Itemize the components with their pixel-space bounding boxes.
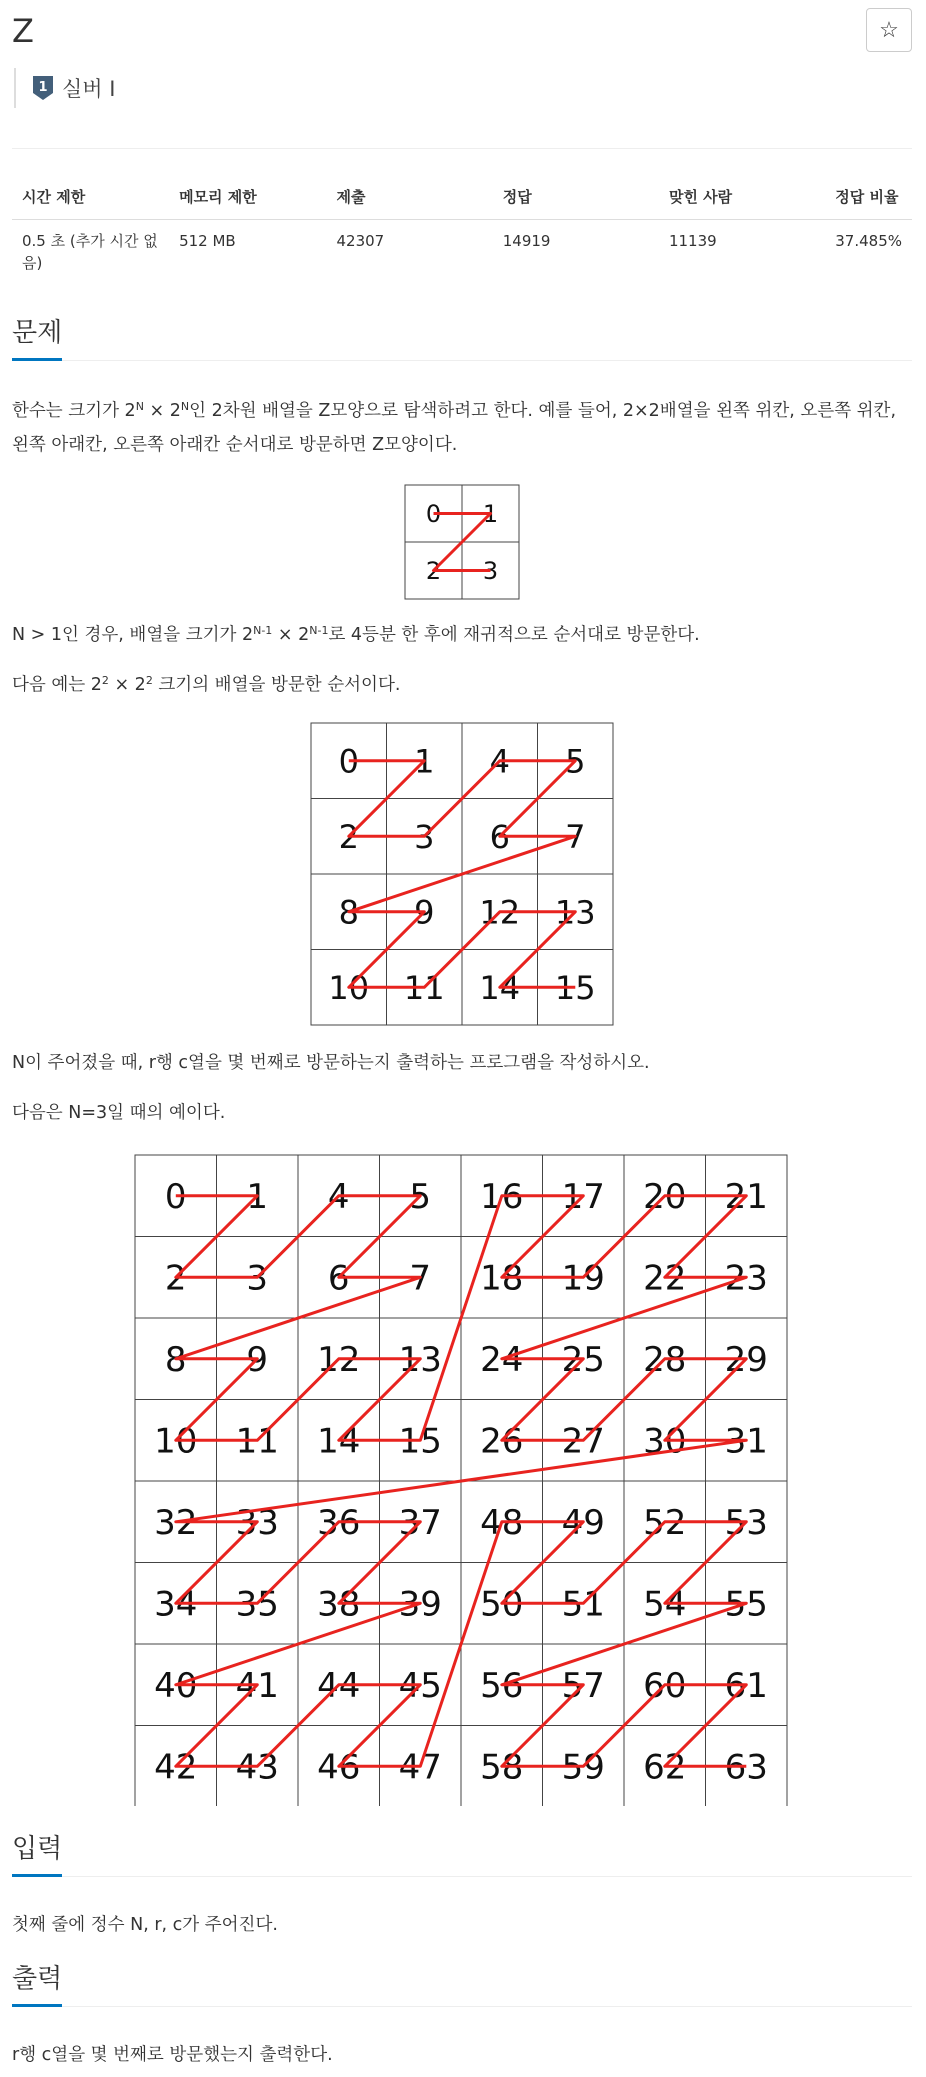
tier-label: 실버 I <box>62 77 116 101</box>
grid-number: 4 <box>327 1176 350 1217</box>
info-value-row <box>12 220 912 285</box>
grid-number: 25 <box>561 1339 605 1380</box>
grid-number: 2 <box>338 817 359 856</box>
grid-number: 21 <box>724 1176 768 1217</box>
grid-number: 8 <box>338 893 359 932</box>
problem-title: Z <box>12 12 34 50</box>
grid-number: 57 <box>561 1665 605 1706</box>
grid-number: 6 <box>327 1258 350 1299</box>
divider <box>12 148 912 149</box>
grid-number: 13 <box>554 893 596 932</box>
input-description: 첫째 줄에 정수 N, r, c가 주어진다. <box>12 1915 278 1935</box>
problem-info-table <box>12 176 912 284</box>
grid-number: 46 <box>317 1747 361 1788</box>
section-divider <box>12 2006 912 2007</box>
grid-number: 17 <box>561 1176 605 1217</box>
grid-number: 14 <box>317 1421 361 1462</box>
value-submissions: 42307 <box>336 232 385 250</box>
grid-number: 50 <box>480 1584 524 1625</box>
grid-number: 28 <box>643 1339 687 1380</box>
grid-number: 41 <box>235 1665 279 1706</box>
grid-number: 34 <box>154 1584 198 1625</box>
grid-number: 2 <box>425 557 442 586</box>
grid-number: 0 <box>338 742 359 781</box>
header-submissions: 제출 <box>327 176 493 220</box>
grid-number: 58 <box>480 1747 524 1788</box>
value-solved-users: 11139 <box>668 232 717 250</box>
z-order-figure-n3 <box>134 1154 790 1806</box>
header-accepted: 정답 <box>493 176 659 220</box>
section-underline <box>12 358 62 361</box>
grid-number: 48 <box>480 1502 524 1543</box>
header-accept-ratio: 정답 비율 <box>825 176 912 220</box>
grid-number: 20 <box>643 1176 687 1217</box>
grid-number: 6 <box>489 817 510 856</box>
grid-number: 22 <box>643 1258 687 1299</box>
grid-number: 9 <box>414 893 435 932</box>
grid-number: 11 <box>235 1421 279 1462</box>
grid-number: 37 <box>398 1502 442 1543</box>
grid-number: 4 <box>489 742 510 781</box>
grid-number: 51 <box>561 1584 605 1625</box>
grid-number: 19 <box>561 1258 605 1299</box>
grid-number: 10 <box>328 968 370 1007</box>
grid-number: 43 <box>235 1747 279 1788</box>
grid-number: 12 <box>479 893 521 932</box>
problem-description-1: 한수는 크기가 $2^N \times 2^N$인 2차원 배열을 Z모양으로 탐색하려고 한다. 예를 들어, 2×2배열을 왼쪽 위칸, 오른쪽 위칸, 왼쪽 아래칸, 오른쪽 아래칸 순서대로 방문하면 Z모양이다. <box>12 400 897 455</box>
star-icon: ☆ <box>879 17 899 42</box>
grid-number: 60 <box>643 1665 687 1706</box>
output-description: r행 c열을 몇 번째로 방문했는지 출력한다. <box>12 2045 333 2065</box>
value-accepted: 14919 <box>502 232 551 250</box>
grid-number: 53 <box>724 1502 768 1543</box>
header-memory-limit: 메모리 제한 <box>169 176 326 220</box>
grid-number: 7 <box>565 817 586 856</box>
info-header-row <box>12 176 912 220</box>
grid-number: 32 <box>154 1502 198 1543</box>
grid-number: 15 <box>554 968 596 1007</box>
grid-number: 40 <box>154 1665 198 1706</box>
grid-number: 5 <box>565 742 586 781</box>
grid-number: 27 <box>561 1421 605 1462</box>
grid-number: 39 <box>398 1584 442 1625</box>
grid-number: 10 <box>154 1421 198 1462</box>
grid-number: 63 <box>724 1747 768 1788</box>
grid-number: 61 <box>724 1665 768 1706</box>
grid-number: 11 <box>403 968 445 1007</box>
grid-number: 16 <box>480 1176 524 1217</box>
value-time-limit: 0.5 초 (추가 시간 없음) <box>22 232 158 272</box>
grid-number: 5 <box>409 1176 432 1217</box>
grid-number: 59 <box>561 1747 605 1788</box>
grid-number: 26 <box>480 1421 524 1462</box>
grid-number: 3 <box>482 557 499 586</box>
grid-number: 62 <box>643 1747 687 1788</box>
section-divider <box>12 1876 912 1877</box>
grid-number: 1 <box>246 1176 269 1217</box>
grid-number: 18 <box>480 1258 524 1299</box>
grid-number: 55 <box>724 1584 768 1625</box>
section-divider <box>12 360 912 361</box>
grid-number: 2 <box>164 1258 187 1299</box>
grid-number: 35 <box>235 1584 279 1625</box>
silver-tier-icon <box>32 75 54 101</box>
grid-number: 14 <box>479 968 521 1007</box>
problem-description-4: N이 주어졌을 때, r행 c열을 몇 번째로 방문하는지 출력하는 프로그램을 작성하시오. <box>12 1053 650 1073</box>
grid-number: 23 <box>724 1258 768 1299</box>
grid-number: 30 <box>643 1421 687 1462</box>
grid-number: 36 <box>317 1502 361 1543</box>
grid-number: 1 <box>482 500 499 529</box>
grid-number: 1 <box>414 742 435 781</box>
grid-number: 3 <box>414 817 435 856</box>
grid-number: 29 <box>724 1339 768 1380</box>
section-underline <box>12 2004 62 2007</box>
grid-number: 52 <box>643 1502 687 1543</box>
grid-number: 49 <box>561 1502 605 1543</box>
grid-number: 38 <box>317 1584 361 1625</box>
svg-text:1: 1 <box>38 80 48 95</box>
value-accept-ratio: 37.485% <box>835 232 902 250</box>
grid-number: 8 <box>164 1339 187 1380</box>
grid-number: 7 <box>409 1258 432 1299</box>
value-memory-limit: 512 MB <box>179 232 236 250</box>
grid-number: 13 <box>398 1339 442 1380</box>
input-section-heading: 입력 <box>12 1834 63 1864</box>
grid-number: 47 <box>398 1747 442 1788</box>
problem-description-5: 다음은 N=3일 때의 예이다. <box>12 1103 226 1123</box>
grid-number: 45 <box>398 1665 442 1706</box>
grid-number: 56 <box>480 1665 524 1706</box>
problem-description-3: 다음 예는 $2^2 \times 2^2$ 크기의 배열을 방문한 순서이다. <box>12 674 401 695</box>
grid-number: 0 <box>425 500 442 529</box>
header-time-limit: 시간 제한 <box>12 176 169 220</box>
grid-number: 42 <box>154 1747 198 1788</box>
grid-number: 44 <box>317 1665 361 1706</box>
tier-badge[interactable] <box>14 68 115 108</box>
section-underline <box>12 1874 62 1877</box>
favorite-star-button[interactable] <box>866 8 912 52</box>
z-order-figure-n2 <box>310 722 614 1026</box>
problem-description-2: N > 1인 경우, 배열을 크기가 $2^{N-1} \times 2^{N-1}$로 4등분 한 후에 재귀적으로 순서대로 방문한다. <box>12 624 700 645</box>
grid-number: 9 <box>246 1339 269 1380</box>
z-order-figure-n1 <box>404 484 520 600</box>
grid-number: 0 <box>164 1176 187 1217</box>
grid-number: 24 <box>480 1339 524 1380</box>
grid-number: 33 <box>235 1502 279 1543</box>
problem-section-heading: 문제 <box>12 318 63 348</box>
header-solved-users: 맞힌 사람 <box>659 176 825 220</box>
grid-number: 31 <box>724 1421 768 1462</box>
grid-number: 3 <box>246 1258 269 1299</box>
grid-number: 15 <box>398 1421 442 1462</box>
grid-number: 54 <box>643 1584 687 1625</box>
grid-number: 12 <box>317 1339 361 1380</box>
output-section-heading: 출력 <box>12 1964 63 1994</box>
